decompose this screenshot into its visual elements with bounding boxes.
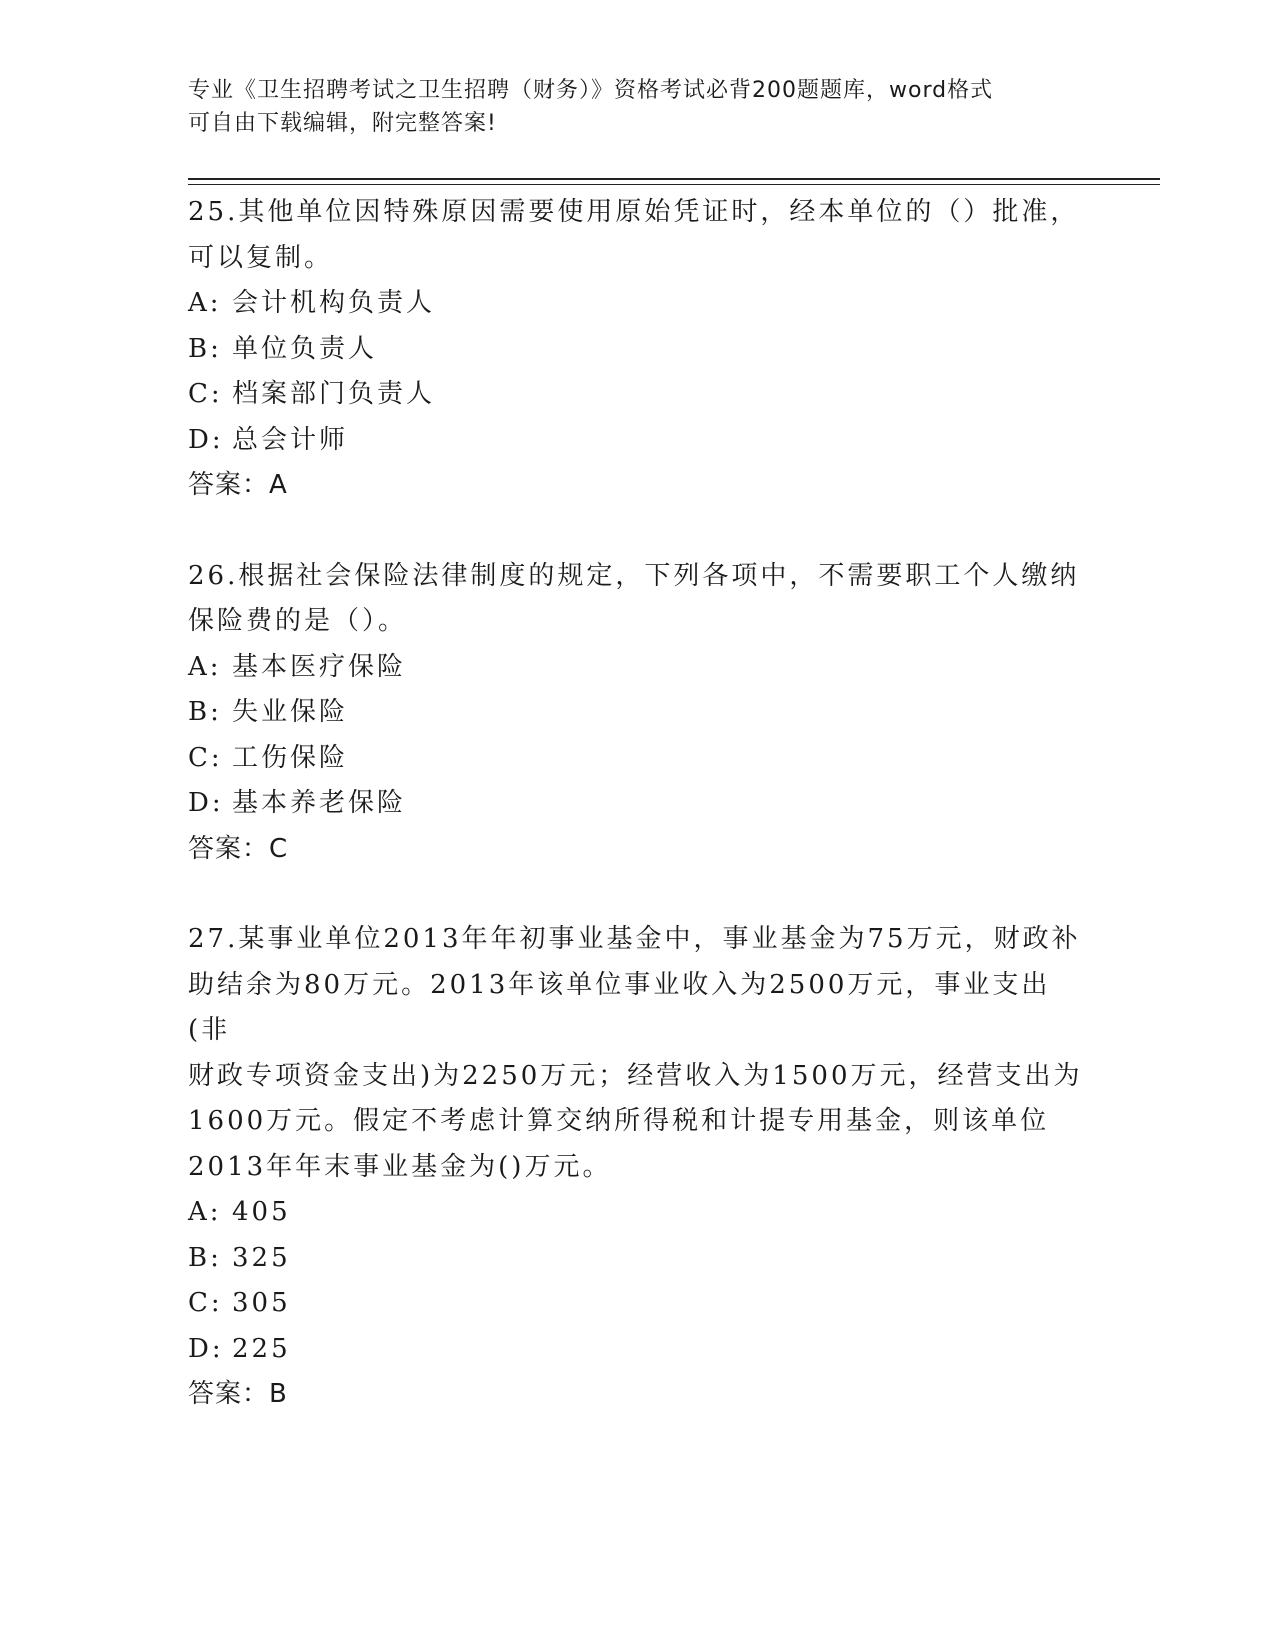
option-letter: A: [188, 288, 222, 318]
option-c [188, 1281, 1088, 1327]
question-stem [188, 190, 1088, 281]
option-text: 总会计师 [232, 424, 349, 455]
option-text: 基本养老保险 [232, 788, 407, 818]
question-stem-line: 25.其他单位因特殊原因需要使用原始凭证时，经本单位的（）批准， [188, 197, 1080, 227]
option-letter: A: [188, 1197, 222, 1227]
header-divider-thick [188, 178, 1160, 180]
option-text: 325 [232, 1242, 291, 1273]
answer-line: 答案：B [188, 1379, 288, 1409]
option-c [188, 736, 1088, 782]
question-stem [188, 917, 1088, 1190]
option-c [188, 372, 1088, 418]
question-27 [188, 917, 1088, 1418]
option-d [188, 781, 1088, 827]
option-letter: A: [188, 651, 222, 682]
question-25 [188, 190, 1088, 509]
option-letter: C: [188, 379, 223, 409]
question-stem-line: 财政专项资金支出)为2250万元；经营收入为1500万元，经营支出为 [188, 1060, 1083, 1091]
option-text: 失业保险 [232, 697, 349, 727]
option-text: 基本医疗保险 [232, 651, 407, 682]
question-stem-line: 可以复制。 [188, 242, 334, 273]
option-text: 305 [232, 1288, 291, 1318]
question-list [188, 190, 1088, 1463]
option-letter: B: [188, 697, 222, 727]
option-d [188, 418, 1088, 464]
option-text: 405 [232, 1197, 291, 1227]
option-letter: C: [188, 1288, 223, 1318]
option-a [188, 1190, 1088, 1236]
option-letter: C: [188, 742, 223, 773]
answer-line: 答案：A [188, 470, 288, 500]
question-stem-line: 1600万元。假定不考虑计算交纳所得税和计提专用基金，则该单位 [188, 1106, 1050, 1136]
question-stem-line: 2013年年末事业基金为()万元。 [188, 1151, 612, 1182]
option-letter: D: [188, 788, 224, 818]
option-text: 工伤保险 [232, 742, 349, 773]
option-letter: B: [188, 333, 222, 364]
question-stem-line: 26.根据社会保险法律制度的规定，下列各项中，不需要职工个人缴纳 [188, 560, 1080, 591]
option-text: 会计机构负责人 [232, 288, 436, 318]
header-line-2: 可自由下载编辑，附完整答案! [188, 111, 497, 136]
option-text: 档案部门负责人 [232, 379, 436, 409]
question-stem-line: 27.某事业单位2013年年初事业基金中，事业基金为75万元，财政补 [188, 924, 1081, 954]
option-letter: B: [188, 1242, 222, 1273]
question-stem-line: 助结余为80万元。2013年该单位事业收入为2500万元，事业支出(非 [188, 969, 1051, 1045]
question-stem [188, 554, 1088, 645]
answer-line: 答案：C [188, 833, 289, 864]
header-line-1: 专业《卫生招聘考试之卫生招聘（财务）》资格考试必背200题题库，word格式 [188, 78, 994, 103]
option-a [188, 281, 1088, 327]
question-26 [188, 554, 1088, 873]
option-letter: D: [188, 424, 224, 455]
option-d [188, 1327, 1088, 1373]
option-b [188, 1236, 1088, 1282]
question-stem-line: 保险费的是（）。 [188, 606, 408, 636]
header-divider-thin [188, 184, 1160, 185]
document-header [188, 74, 1088, 140]
option-b [188, 327, 1088, 373]
option-b [188, 690, 1088, 736]
option-letter: D: [188, 1333, 224, 1364]
option-text: 225 [232, 1333, 291, 1364]
option-text: 单位负责人 [232, 333, 378, 364]
option-a [188, 645, 1088, 691]
